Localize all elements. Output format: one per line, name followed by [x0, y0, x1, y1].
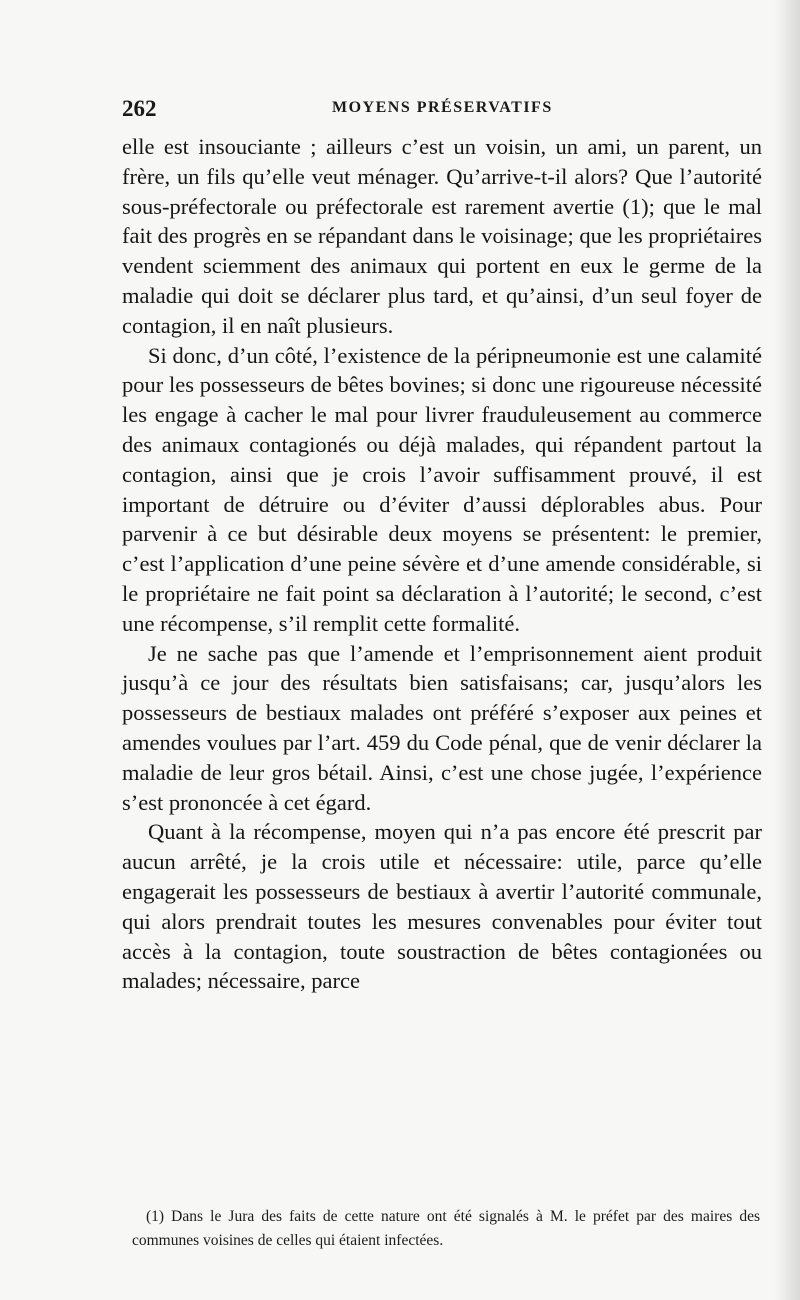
- page-edge-shadow: [774, 0, 800, 1300]
- body-text: [122, 132, 762, 996]
- paragraph-1: elle est insouciante ; ailleurs c’est un voisin, un ami, un parent, un frère, un fils qu’elle veut ménager. Qu’arrive-t-il alors? Que l’autorité sous-préfectorale ou préfectorale est rarement avertie (1); que le mal fait des progrès en se répandant dans le voisinage; que les propriétaires vendent sciemment des animaux qui portent en eux le germe de la maladie qui doit se déclarer plus tard, et qu’ainsi, d’un seul foyer de contagion, il en naît plusieurs.: [122, 134, 762, 338]
- paragraph-4: Quant à la récompense, moyen qui n’a pas encore été prescrit par aucun arrêté, je la crois utile et nécessaire: utile, parce qu’elle engagerait les possesseurs de bestiaux à avertir l’autorité communale, qui alors prendrait toutes les mesures convenables pour éviter tout accès à la contagion, toute soustraction de bêtes contagionées ou malades; nécessaire, parce: [122, 819, 762, 994]
- footnote: (1) Dans le Jura des faits de cette nature ont été signalés à M. le préfet par des maires des communes voisines de celles qui étaient infectées.: [132, 1208, 760, 1249]
- running-head: MOYENS PRÉSERVATIFS: [332, 99, 553, 116]
- paragraph-2: Si donc, d’un côté, l’existence de la péripneumonie est une calamité pour les possesseurs de bêtes bovines; si donc une rigoureuse nécessité les engage à cacher le mal pour livrer frauduleusement au commerce des animaux contagionés ou déjà malades, qui répandent partout la contagion, ainsi que je crois l’avoir suffisamment prouvé, il est important de détruire ou d’éviter d’aussi déplorables abus. Pour parvenir à ce but désirable deux moyens se présentent: le premier, c’est l’application d’une peine sévère et d’une amende considérable, si le propriétaire ne fait point sa déclaration à l’autorité; le second, c’est une récompense, s’il remplit cette formalité.: [122, 342, 762, 636]
- paragraph-3: Je ne sache pas que l’amende et l’emprisonnement aient produit jusqu’à ce jour des résultats bien satisfaisans; car, jusqu’alors les possesseurs de bestiaux malades ont préféré s’exposer aux peines et amendes voulues par l’art. 459 du Code pénal, que de venir déclarer la maladie de leur gros bétail. Ainsi, c’est une chose jugée, l’expérience s’est prononcée à cet égard.: [122, 640, 762, 815]
- page-header: [122, 96, 762, 126]
- page-number: 262: [122, 96, 157, 121]
